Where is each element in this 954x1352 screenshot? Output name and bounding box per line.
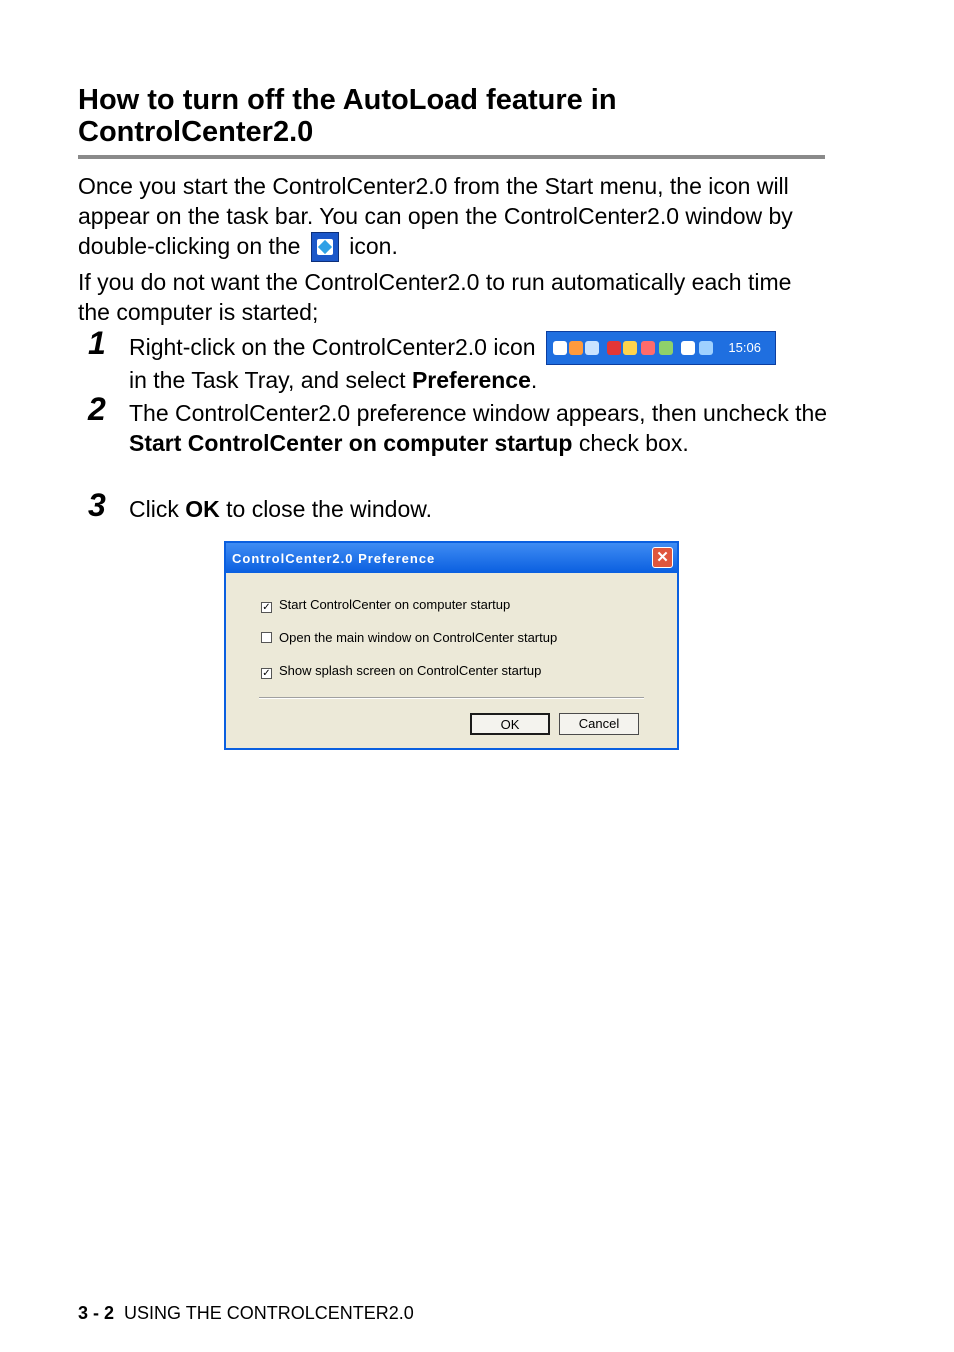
step-3-text: Click OK to close the window. [129,496,432,522]
dialog-title: ControlCenter2.0 Preference [232,551,436,566]
close-button[interactable]: ✕ [652,547,673,568]
option-open-main-window[interactable]: Open the main window on ControlCenter startup [261,630,557,646]
option-show-splash[interactable]: ✓ Show splash screen on ControlCenter startup [262,663,542,679]
preference-dialog [224,541,679,750]
tray-icon [553,341,567,355]
condition-paragraph: If you do not want the ControlCenter2.0 to run automatically each time the computer is started; [78,269,792,325]
intro-paragraph [78,171,818,262]
ok-button[interactable]: OK [470,713,550,735]
task-tray-image [546,331,776,365]
section-name: USING THE CONTROLCENTER2.0 [124,1303,414,1323]
step-2-text: The ControlCenter2.0 preference window appears, then uncheck the Start ControlCenter on computer startup check box. [129,400,828,456]
step-3-number: 3 [88,487,106,523]
cancel-button[interactable]: Cancel [559,713,639,735]
dialog-title-bar[interactable] [226,543,677,573]
checkbox[interactable]: ✓ [262,602,271,613]
checkbox[interactable] [261,632,272,643]
step-1-number: 1 [88,325,106,361]
page-number: 3 - 2 [78,1303,115,1323]
tray-icon [607,341,621,355]
step-1-text: Right-click on the ControlCenter2.0 icon 15:06 in the Task Tray, and select Preference. [129,331,829,395]
tray-icon [569,341,583,355]
page-footer [78,1302,414,1324]
option-start-on-startup[interactable]: ✓ Start ControlCenter on computer startup [262,597,511,613]
intro-text-2: icon. [349,233,398,259]
page-title: How to turn off the AutoLoad feature in ControlCenter2.0 [78,84,617,148]
tray-icon [659,341,673,355]
tray-icon [681,341,695,355]
tray-icon [699,341,713,355]
tray-clock: 15:06 [728,340,761,355]
checkbox[interactable]: ✓ [262,668,271,679]
title-divider [78,155,825,159]
tray-icon [585,341,599,355]
step-2-number: 2 [88,391,106,427]
dialog-separator [259,697,644,699]
intro-text-1: Once you start the ControlCenter2.0 from the Start menu, the icon will appear on the task bar. You can open the ControlCenter2.0 window by double-clicking on the [78,173,793,259]
controlcenter-icon [311,232,339,262]
tray-icon [641,341,655,355]
tray-icon [623,341,637,355]
